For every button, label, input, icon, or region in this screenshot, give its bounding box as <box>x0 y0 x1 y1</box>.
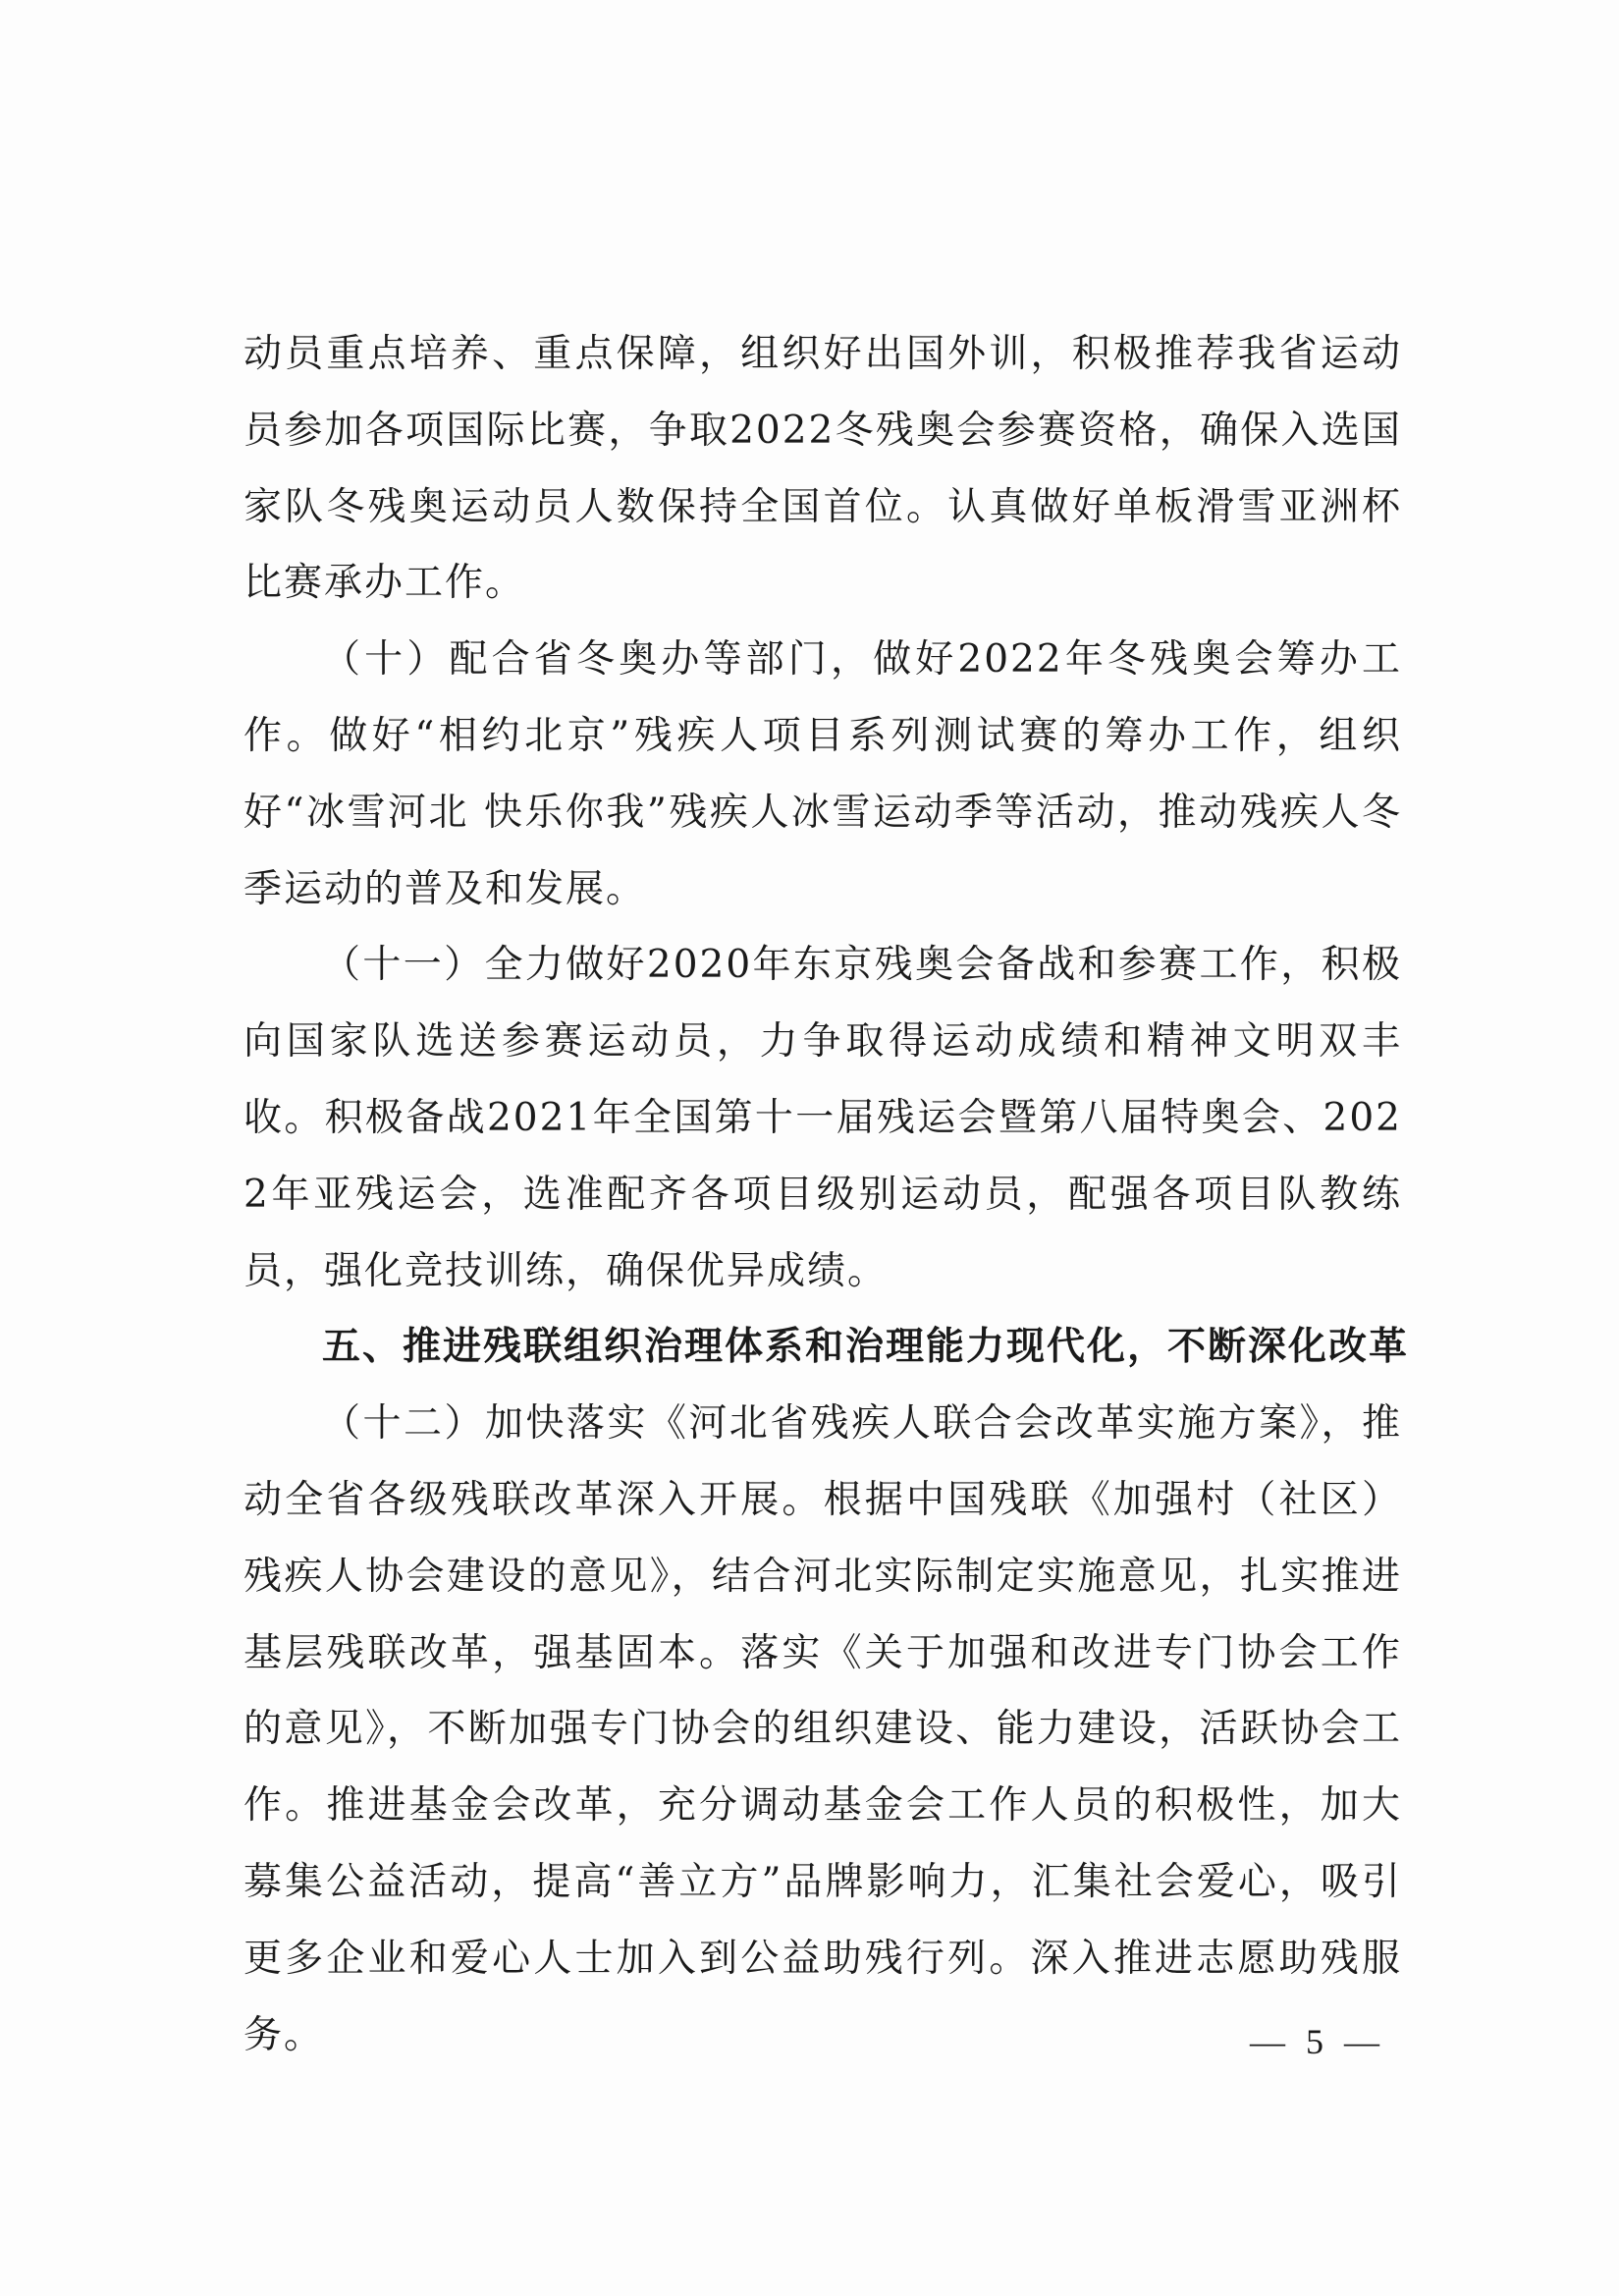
paragraph-continued: 动员重点培养、重点保障，组织好出国外训，积极推荐我省运动员参加各项国际比赛，争取2022冬残奥会参赛资格，确保入选国家队冬残奥运动员人数保持全国首位。认真做好单板滑雪亚洲杯比赛承办工作。 <box>243 332 1402 606</box>
document-body <box>243 316 1410 2073</box>
section-heading-5: 五、推进残联组织治理体系和治理能力现代化，不断深化改革 <box>322 1325 1410 1370</box>
paragraph-item-10: （十）配合省冬奥办等部门，做好2022年冬残奥会筹办工作。做好“相约北京”残疾人项目系列测试赛的筹办工作，组织好“冰雪河北 快乐你我”残疾人冰雪运动季等活动，推动残疾人冬季运动的普及和发展。 <box>243 637 1402 911</box>
page-number: — 5 — <box>1250 2022 1385 2061</box>
paragraph-item-11: （十一）全力做好2020年东京残奥会备战和参赛工作，积极向国家队选送参赛运动员，力争取得运动成绩和精神文明双丰收。积极备战2021年全国第十一届残运会暨第八届特奥会、2022年亚残运会，选准配齐各项目级别运动员，配强各项目队教练员，强化竞技训练，确保优异成绩。 <box>243 943 1402 1293</box>
paragraph-item-12: （十二）加快落实《河北省残疾人联合会改革实施方案》，推动全省各级残联改革深入开展。根据中国残联《加强村（社区）残疾人协会建设的意见》，结合河北实际制定实施意见，扎实推进基层残联改革，强基固本。落实《关于加强和改进专门协会工作的意见》，不断加强专门协会的组织建设、能力建设，活跃协会工作。推进基金会改革，充分调动基金会工作人员的积极性，加大募集公益活动，提高“善立方”品牌影响力，汇集社会爱心，吸引更多企业和爱心人士加入到公益助残行列。深入推进志愿助残服务。 <box>243 1401 1402 2057</box>
